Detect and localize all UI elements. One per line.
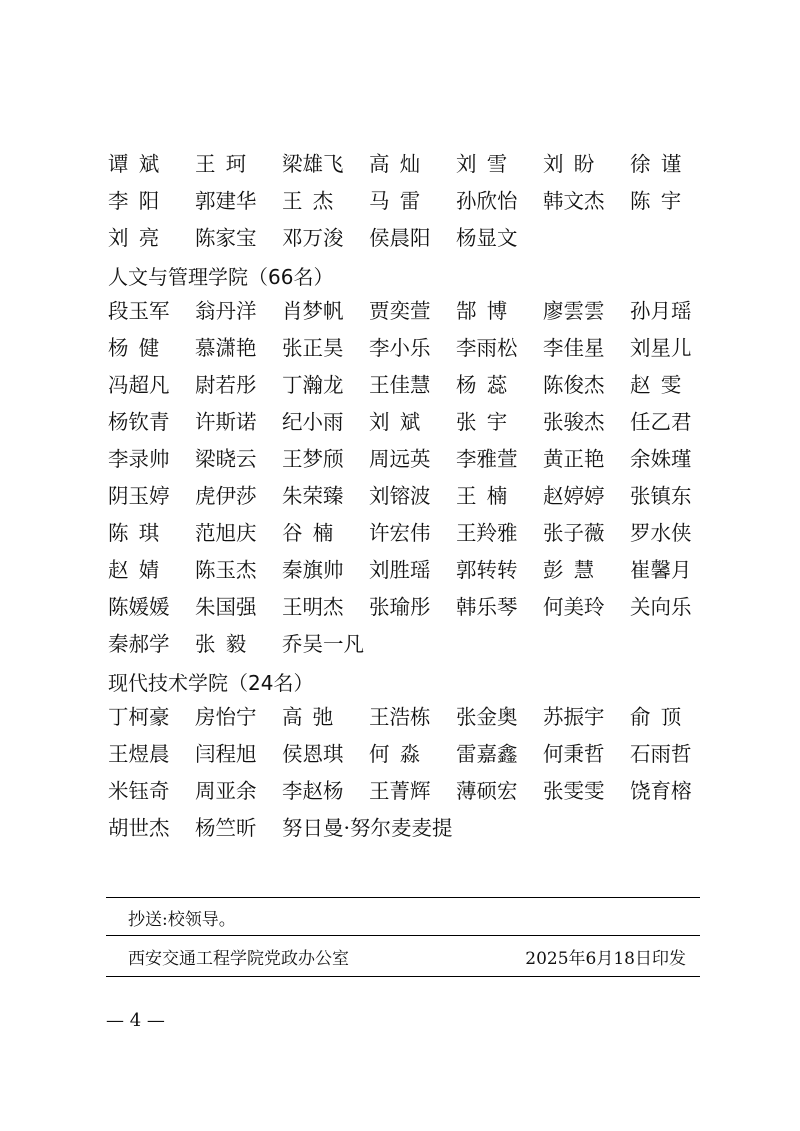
section-title: 人文与管理学院（66名） — [108, 264, 334, 289]
person-name: 慕潇艳 — [195, 336, 257, 361]
person-name: 王梦颀 — [282, 447, 344, 472]
person-name: 张毅 — [195, 632, 257, 657]
person-name: 陈玉杰 — [195, 558, 257, 583]
person-name: 谭斌 — [108, 152, 170, 177]
person-name: 陈媛媛 — [108, 595, 170, 620]
person-name: 雷嘉鑫 — [456, 742, 518, 767]
name-row — [108, 736, 708, 773]
person-name: 关向乐 — [630, 595, 692, 620]
footer-rule-bottom — [106, 976, 700, 977]
person-name: 刘镕波 — [369, 484, 431, 509]
person-name: 郜博 — [456, 299, 518, 324]
name-row — [108, 478, 708, 515]
person-name: 杨显文 — [456, 226, 518, 251]
person-name: 李雨松 — [456, 336, 518, 361]
person-name: 杨健 — [108, 336, 170, 361]
person-name: 刘盼 — [543, 152, 605, 177]
name-row — [108, 220, 708, 257]
person-name: 刘星儿 — [630, 336, 692, 361]
person-name: 努日曼·努尔麦麦提 — [282, 816, 453, 841]
person-name: 何淼 — [369, 742, 431, 767]
person-name: 房怡宁 — [195, 705, 257, 730]
name-row — [108, 367, 708, 404]
name-list — [108, 146, 708, 847]
person-name: 赵雯 — [630, 373, 692, 398]
person-name: 秦旗帅 — [282, 558, 344, 583]
name-row — [108, 441, 708, 478]
person-name: 许宏伟 — [369, 521, 431, 546]
person-name: 米钰奇 — [108, 779, 170, 804]
person-name: 丁瀚龙 — [282, 373, 344, 398]
person-name: 赵婷婷 — [543, 484, 605, 509]
person-name: 乔吴一凡 — [282, 632, 364, 657]
person-name: 王杰 — [282, 189, 344, 214]
person-name: 张正昊 — [282, 336, 344, 361]
person-name: 何美玲 — [543, 595, 605, 620]
name-row — [108, 293, 708, 330]
person-name: 王楠 — [456, 484, 518, 509]
name-row — [108, 552, 708, 589]
person-name: 丁柯豪 — [108, 705, 170, 730]
person-name: 孙欣怡 — [456, 189, 518, 214]
person-name: 张镇东 — [630, 484, 692, 509]
person-name: 肖梦帆 — [282, 299, 344, 324]
person-name: 陈俊杰 — [543, 373, 605, 398]
name-row — [108, 773, 708, 810]
person-name: 韩文杰 — [543, 189, 605, 214]
person-name: 纪小雨 — [282, 410, 344, 435]
person-name: 陈琪 — [108, 521, 170, 546]
person-name: 梁雄飞 — [282, 152, 344, 177]
person-name: 饶育榕 — [630, 779, 692, 804]
person-name: 梁晓云 — [195, 447, 257, 472]
issue-date: 2025年6月18日印发 — [525, 949, 686, 969]
person-name: 王珂 — [195, 152, 257, 177]
person-name: 王佳慧 — [369, 373, 431, 398]
person-name: 张宇 — [456, 410, 518, 435]
name-row — [108, 515, 708, 552]
person-name: 俞顶 — [630, 705, 692, 730]
person-name: 张金奥 — [456, 705, 518, 730]
person-name: 王菁辉 — [369, 779, 431, 804]
person-name: 范旭庆 — [195, 521, 257, 546]
person-name: 黄正艳 — [543, 447, 605, 472]
person-name: 郭转转 — [456, 558, 518, 583]
person-name: 赵婧 — [108, 558, 170, 583]
person-name: 周亚余 — [195, 779, 257, 804]
page-number: — 4 — — [106, 1010, 165, 1031]
person-name: 李阳 — [108, 189, 170, 214]
person-name: 李小乐 — [369, 336, 431, 361]
name-row — [108, 183, 708, 220]
person-name: 薄硕宏 — [456, 779, 518, 804]
person-name: 翁丹洋 — [195, 299, 257, 324]
person-name: 高弛 — [282, 705, 344, 730]
person-name: 秦郝学 — [108, 632, 170, 657]
footer-rule-top — [106, 897, 700, 898]
person-name: 贾奕萱 — [369, 299, 431, 324]
person-name: 高灿 — [369, 152, 431, 177]
name-row — [108, 589, 708, 626]
person-name: 张子薇 — [543, 521, 605, 546]
person-name: 王明杰 — [282, 595, 344, 620]
person-name: 李佳星 — [543, 336, 605, 361]
person-name: 石雨哲 — [630, 742, 692, 767]
person-name: 许斯诺 — [195, 410, 257, 435]
person-name: 侯晨阳 — [369, 226, 431, 251]
person-name: 闫程旭 — [195, 742, 257, 767]
person-name: 周远英 — [369, 447, 431, 472]
person-name: 杨钦青 — [108, 410, 170, 435]
person-name: 马雷 — [369, 189, 431, 214]
cc-line: 抄送:校领导。 — [128, 910, 236, 930]
person-name: 王煜晨 — [108, 742, 170, 767]
person-name: 李赵杨 — [282, 779, 344, 804]
footer-rule-middle — [106, 935, 700, 936]
person-name: 李录帅 — [108, 447, 170, 472]
person-name: 刘胜瑶 — [369, 558, 431, 583]
person-name: 王浩栋 — [369, 705, 431, 730]
person-name: 韩乐琴 — [456, 595, 518, 620]
person-name: 张骏杰 — [543, 410, 605, 435]
person-name: 任乙君 — [630, 410, 692, 435]
person-name: 何秉哲 — [543, 742, 605, 767]
issuer-office: 西安交通工程学院党政办公室 — [128, 949, 349, 969]
person-name: 廖雲雲 — [543, 299, 605, 324]
person-name: 孙月瑶 — [630, 299, 692, 324]
name-row — [108, 699, 708, 736]
person-name: 刘斌 — [369, 410, 431, 435]
person-name: 罗水侠 — [630, 521, 692, 546]
person-name: 朱荣臻 — [282, 484, 344, 509]
person-name: 徐谨 — [630, 152, 692, 177]
person-name: 刘亮 — [108, 226, 170, 251]
person-name: 邓万浚 — [282, 226, 344, 251]
person-name: 苏振宇 — [543, 705, 605, 730]
person-name: 陈家宝 — [195, 226, 257, 251]
person-name: 张雯雯 — [543, 779, 605, 804]
name-row — [108, 146, 708, 183]
person-name: 段玉军 — [108, 299, 170, 324]
section-title: 现代技术学院（24名） — [108, 670, 314, 695]
person-name: 郭建华 — [195, 189, 257, 214]
person-name: 尉若彤 — [195, 373, 257, 398]
person-name: 冯超凡 — [108, 373, 170, 398]
person-name: 李雅萱 — [456, 447, 518, 472]
person-name: 陈宇 — [630, 189, 692, 214]
name-row — [108, 404, 708, 441]
person-name: 侯恩琪 — [282, 742, 344, 767]
person-name: 刘雪 — [456, 152, 518, 177]
person-name: 杨竺昕 — [195, 816, 257, 841]
person-name: 阴玉婷 — [108, 484, 170, 509]
person-name: 彭慧 — [543, 558, 605, 583]
person-name: 崔馨月 — [630, 558, 692, 583]
person-name: 朱国强 — [195, 595, 257, 620]
name-row — [108, 330, 708, 367]
person-name: 张瑜彤 — [369, 595, 431, 620]
person-name: 谷楠 — [282, 521, 344, 546]
person-name: 杨蕊 — [456, 373, 518, 398]
name-row — [108, 810, 708, 847]
person-name: 胡世杰 — [108, 816, 170, 841]
person-name: 余姝瑾 — [630, 447, 692, 472]
name-row — [108, 626, 708, 663]
person-name: 虎伊莎 — [195, 484, 257, 509]
person-name: 王羚雅 — [456, 521, 518, 546]
